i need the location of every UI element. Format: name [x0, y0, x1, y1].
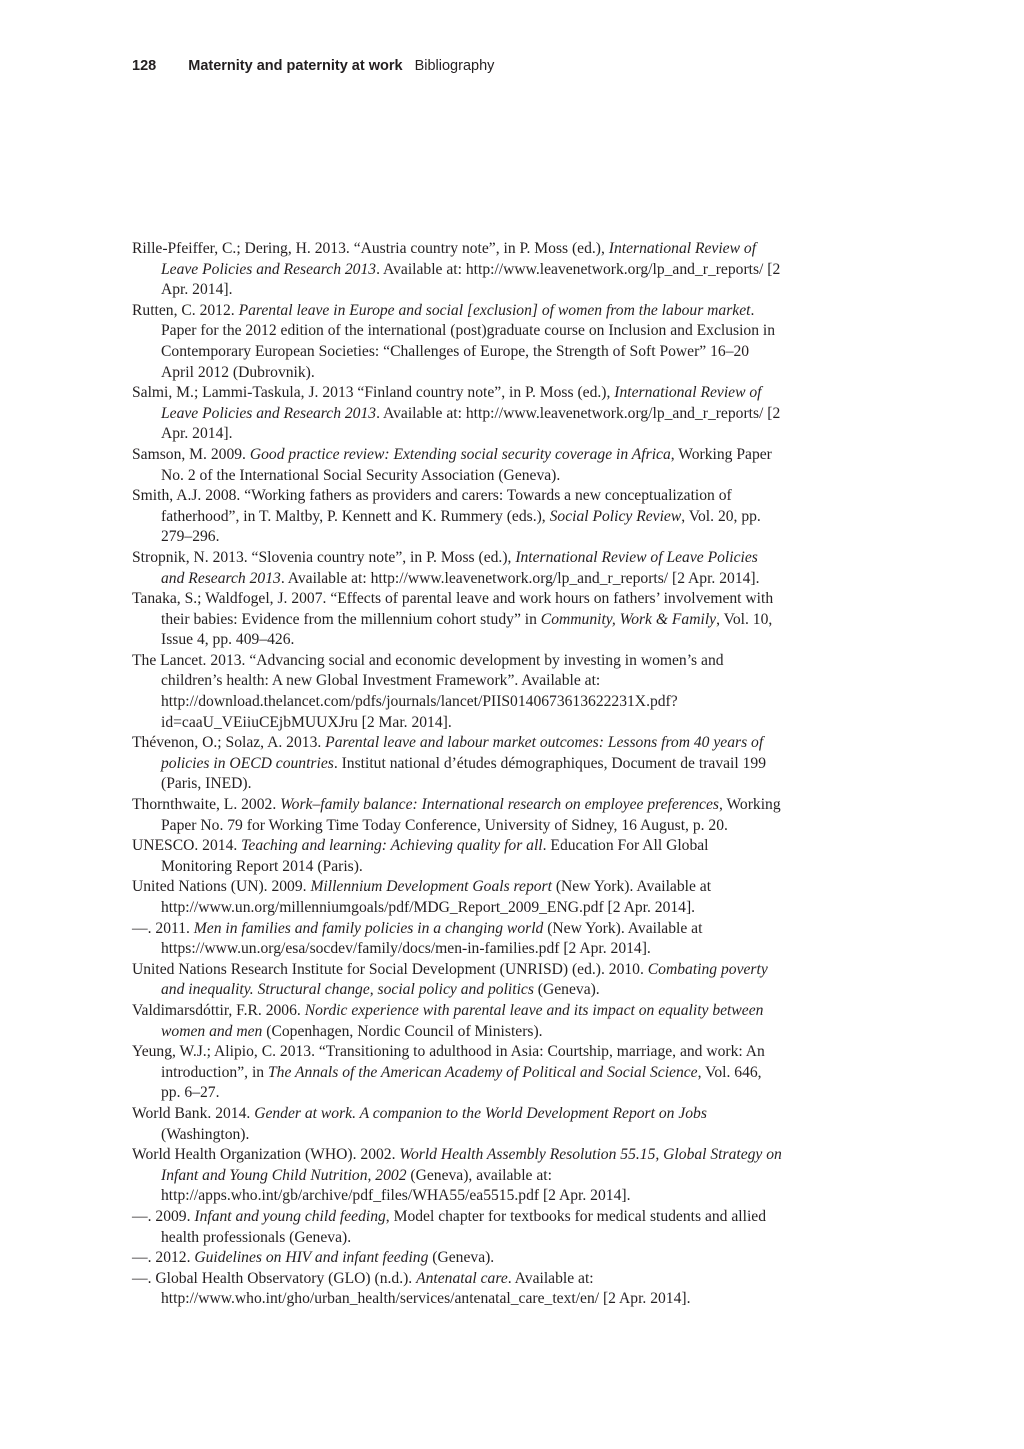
bibliography-entry: United Nations Research Institute for Social Development (UNRISD) (ed.). 2010. Combating poverty and inequality. Structural change, social policy and politics (Geneva). [132, 960, 768, 999]
running-header [132, 58, 494, 74]
bibliography-entry: Smith, A.J. 2008. “Working fathers as providers and carers: Towards a new conceptualization of fatherhood”, in T. Maltby, P. Kennett and K. Rummery (eds.), Social Policy Review, Vol. 20, pp. 279–296. [132, 487, 761, 546]
bibliography-entry: Tanaka, S.; Waldfogel, J. 2007. “Effects of parental leave and work hours on fathers’ involvement with their babies: Evidence from the millennium cohort study” in Community, Work & Family, Vol. 10, Issue 4, pp. 409–426. [132, 590, 774, 649]
bibliography-entry: United Nations (UN). 2009. Millennium Development Goals report (New York). Available at http://www.un.org/millenniumgoals/pdf/MDG_Report_2009_ENG.pdf [2 Apr. 2014]. [132, 878, 712, 916]
page-number: 128 [132, 58, 157, 74]
bibliography-entry: Samson, M. 2009. Good practice review: Extending social security coverage in Africa, Working Paper No. 2 of the International Social Security Association (Geneva). [132, 445, 772, 484]
bibliography-entry: Stropnik, N. 2013. “Slovenia country note”, in P. Moss (ed.), International Review of Leave Policies and Research 2013. Available at: http://www.leavenetwork.org/lp_and_r_reports/ [2 Apr. 2014]. [132, 548, 760, 587]
bibliography-entry: Salmi, M.; Lammi-Taskula, J. 2013 “Finland country note”, in P. Moss (ed.), International Review of Leave Policies and Research 2013. Available at: http://www.leavenetwork.org/lp_and_r_reports/ [2 Apr. 2014]. [132, 384, 781, 443]
bibliography-entry: World Health Organization (WHO). 2002. World Health Assembly Resolution 55.15, Global Strategy on Infant and Young Child Nutrition, 2002 (Geneva), available at: http://apps.who.int/gb/archive/pdf_files/WHA55/ea5515.pdf [2 Apr. 2014]. [132, 1146, 782, 1205]
bibliography-entry: The Lancet. 2013. “Advancing social and economic development by investing in women’s and children’s health: A new Global Investment Framework”. Available at: http://download.thelancet.com/pdfs/journals/lancet/PIIS0140673613622231X.pdf?id=caaU_VEiiuCEjbMUUXJru [2 Mar. 2014]. [132, 651, 724, 731]
bibliography-entry: —. 2009. Infant and young child feeding, Model chapter for textbooks for medical students and allied health professionals (Geneva). [132, 1207, 767, 1246]
bibliography-entry: —. 2012. Guidelines on HIV and infant feeding (Geneva). [132, 1249, 495, 1267]
book-title: Maternity and paternity at work [188, 58, 403, 74]
bibliography-entry: UNESCO. 2014. Teaching and learning: Achieving quality for all. Education For All Global Monitoring Report 2014 (Paris). [132, 837, 709, 875]
bibliography-entry: Thévenon, O.; Solaz, A. 2013. Parental leave and labour market outcomes: Lessons from 40 years of policies in OECD countries. Institut national d’études démographiques, Document de travail 199 (Paris, INED). [132, 734, 766, 793]
bibliography-entry: —. 2011. Men in families and family policies in a changing world (New York). Available at https://www.un.org/esa/socdev/family/docs/men-in-families.pdf [2 Apr. 2014]. [132, 919, 703, 958]
bibliography-list [132, 239, 782, 1310]
bibliography-entry: Rille-Pfeiffer, C.; Dering, H. 2013. “Austria country note”, in P. Moss (ed.), International Review of Leave Policies and Research 2013. Available at: http://www.leavenetwork.org/lp_and_r_reports/ [2 Apr. 2014]. [132, 240, 781, 299]
bibliography-entry: —. Global Health Observatory (GLO) (n.d.). Antenatal care. Available at: http://www.who.int/gho/urban_health/services/antenatal_care_text/en/ [2 Apr. 2014]. [132, 1269, 691, 1308]
bibliography-entry: Thornthwaite, L. 2002. Work–family balance: International research on employee preferences, Working Paper No. 79 for Working Time Today Conference, University of Sidney, 16 August, p. 20. [132, 796, 781, 834]
bibliography-entry: Yeung, W.J.; Alipio, C. 2013. “Transitioning to adulthood in Asia: Courtship, marriage, and work: An introduction”, in The Annals of the American Academy of Political and Social Science, Vol. 646, pp. 6–27. [132, 1043, 765, 1102]
bibliography-entry: Valdimarsdóttir, F.R. 2006. Nordic experience with parental leave and its impact on equality between women and men (Copenhagen, Nordic Council of Ministers). [132, 1001, 764, 1040]
bibliography-entry: Rutten, C. 2012. Parental leave in Europe and social [exclusion] of women from the labour market. Paper for the 2012 edition of the international (post)graduate course on Inclusion and Exclusion in Contemporary European Societies: “Challenges of Europe, the Strength of Soft Power” 16–20 April 2012 (Dubrovnik). [132, 301, 776, 381]
section-name: Bibliography [414, 58, 495, 74]
bibliography-entry: World Bank. 2014. Gender at work. A companion to the World Development Report on Jobs (Washington). [132, 1104, 707, 1143]
